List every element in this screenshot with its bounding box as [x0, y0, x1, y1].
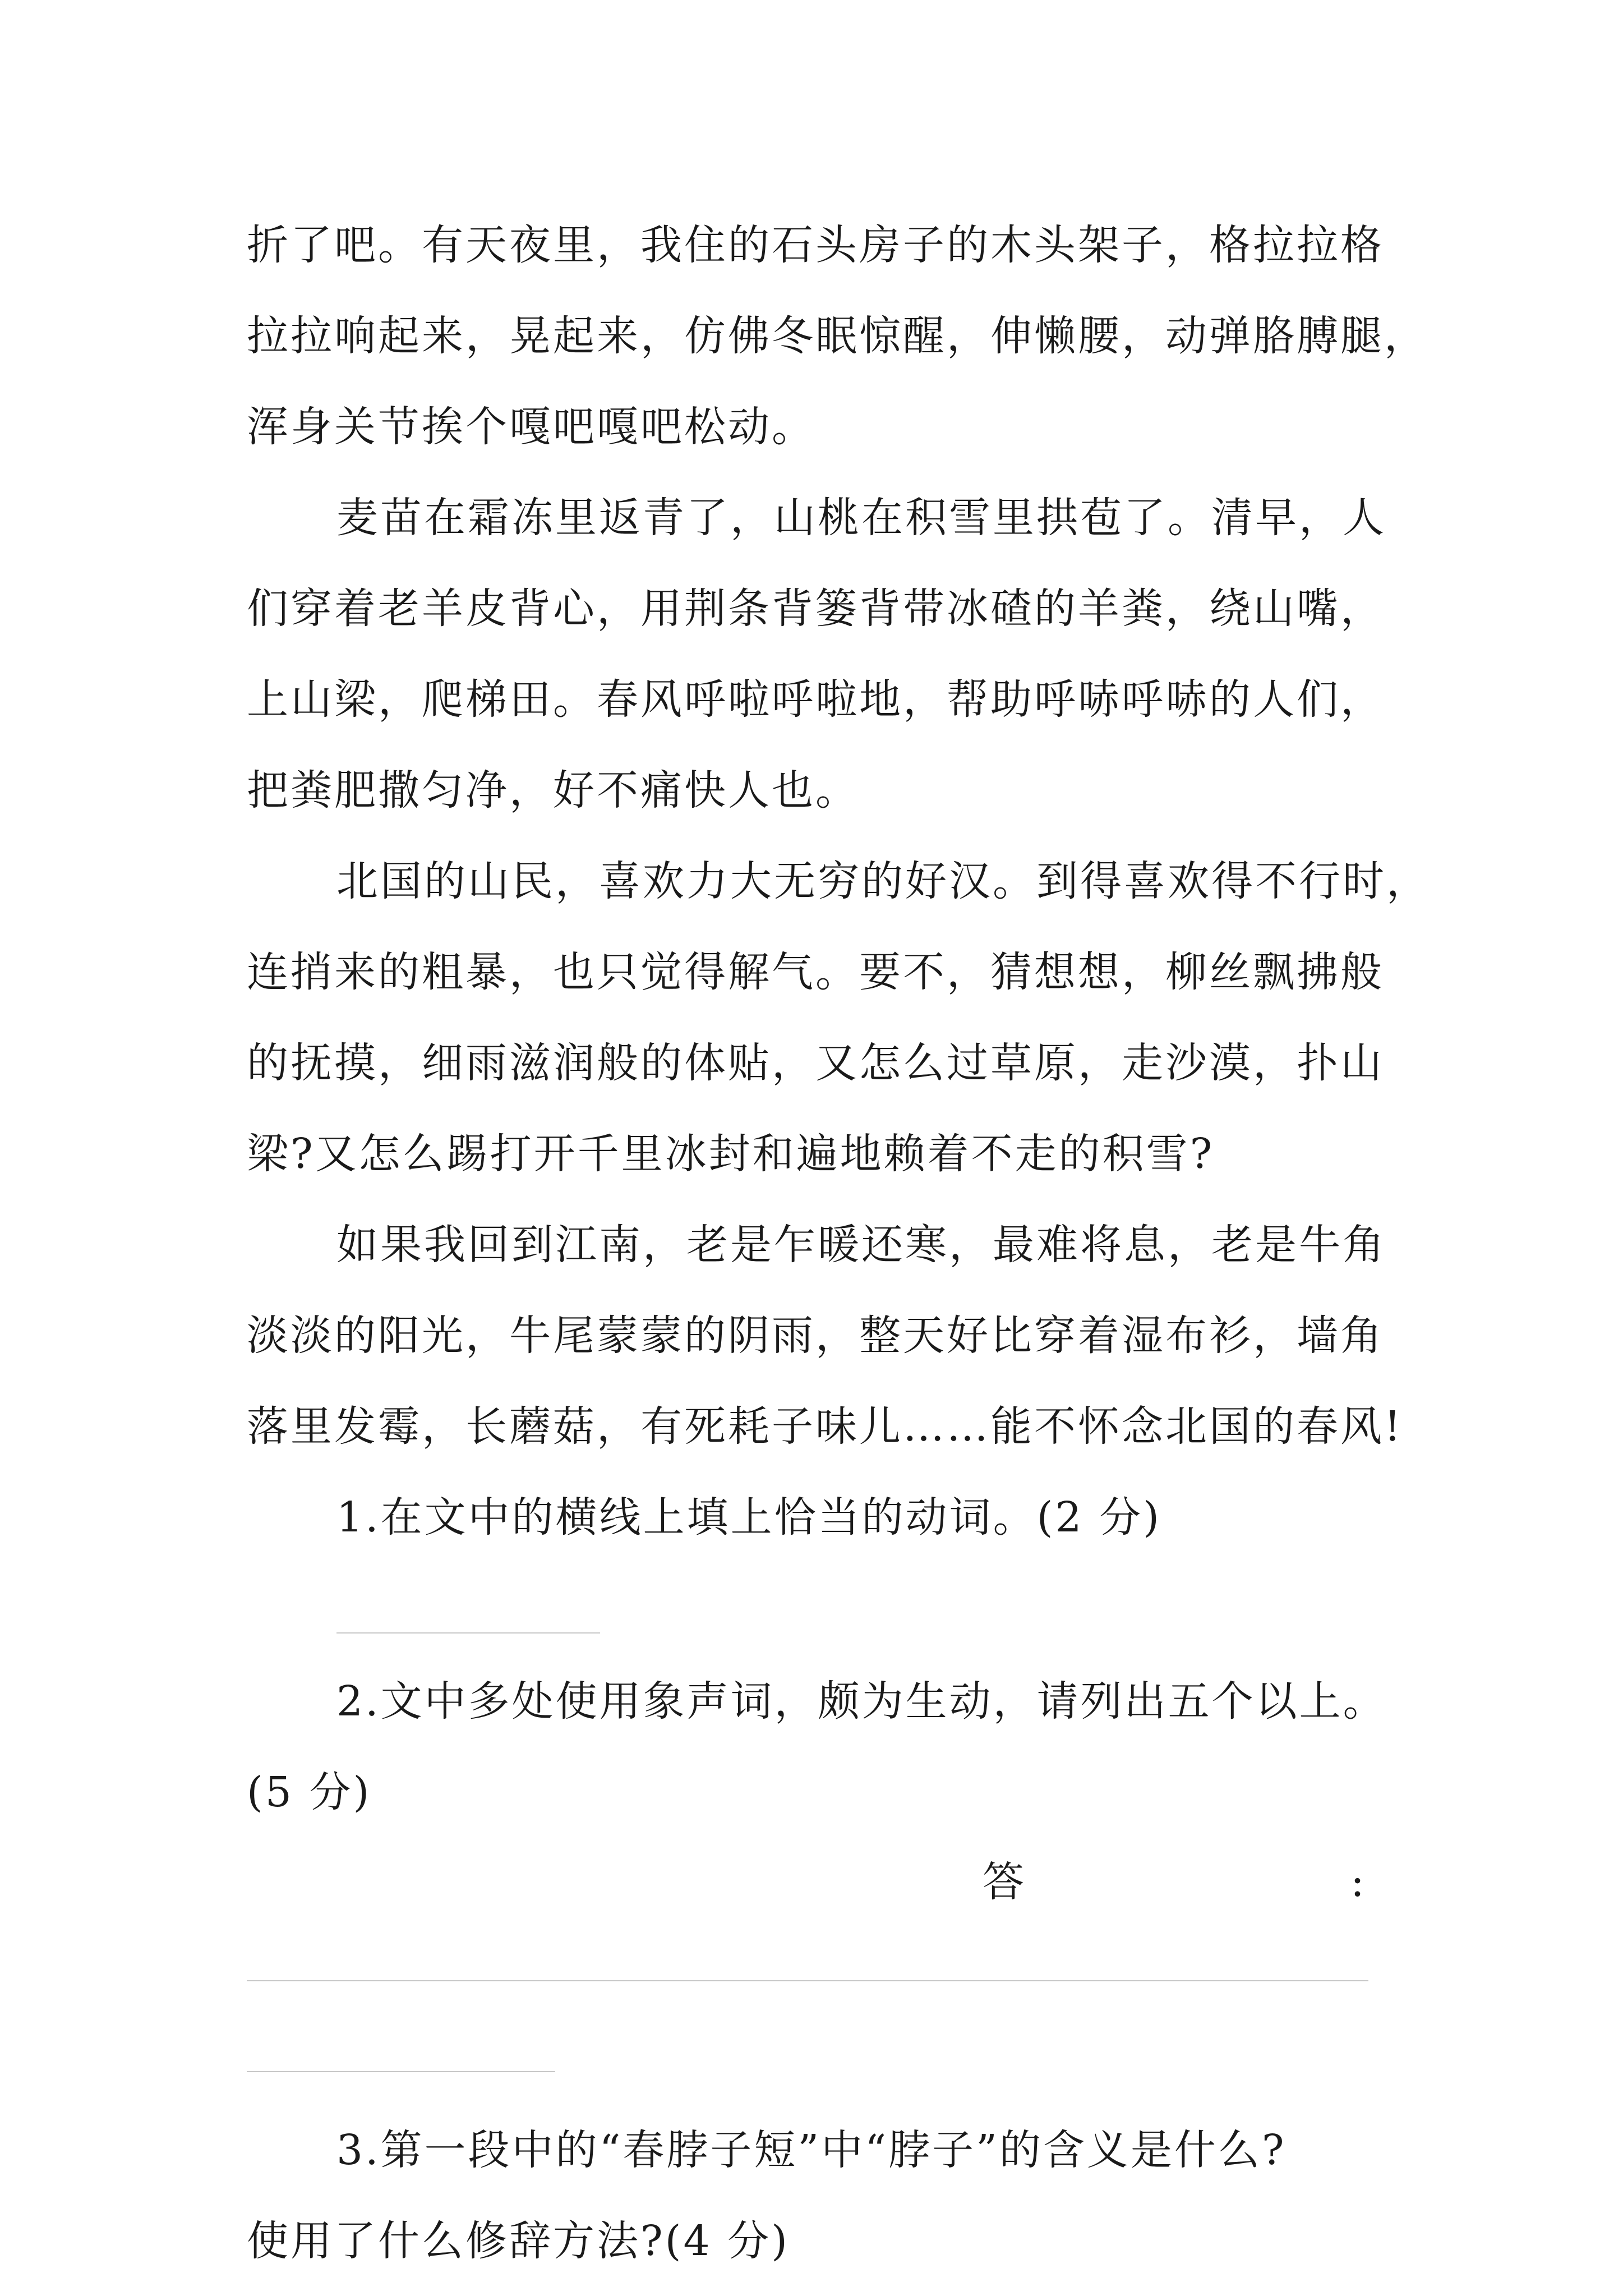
paragraph-3-line-1: 北国的山民，喜欢力大无穷的好汉。到得喜欢得不行时， — [336, 857, 1430, 905]
paragraph-2-line-2: 们穿着老羊皮背心，用荆条背篓背带冰碴的羊粪，绕山嘴， — [247, 585, 1384, 633]
paragraph-4-line-1: 如果我回到江南，老是乍暖还寒，最难将息，老是牛角 — [336, 1221, 1386, 1269]
paragraph-3-line-3: 的抚摸，细雨滋润般的体贴，又怎么过草原，走沙漠，扑山 — [247, 1039, 1384, 1087]
paragraph-2-line-3: 上山梁，爬梯田。春风呼啦呼啦地，帮助呼哧呼哧的人们， — [247, 675, 1384, 724]
paragraph-1-line-1: 折了吧。有天夜里，我住的石头房子的木头架子，格拉拉格 — [247, 221, 1384, 269]
paragraph-2-line-1: 麦苗在霜冻里返青了，山桃在积雪里拱苞了。清早，人 — [336, 494, 1386, 542]
question-2-answer-line-2[interactable] — [247, 2071, 555, 2072]
question-1-text: 1.在文中的横线上填上恰当的动词。(2 分) — [336, 1493, 1161, 1542]
paragraph-4-line-3: 落里发霉，长蘑菇，有死耗子味儿……能不怀念北国的春风! — [247, 1402, 1403, 1451]
paragraph-1-line-2: 拉拉响起来，晃起来，仿佛冬眠惊醒，伸懒腰，动弹胳膊腿， — [247, 312, 1428, 360]
paragraph-4-line-2: 淡淡的阳光，牛尾蒙蒙的阴雨，整天好比穿着湿布衫，墙角 — [247, 1312, 1384, 1360]
question-1-answer-line[interactable] — [336, 1632, 600, 1634]
question-2-answer-colon: : — [1350, 1858, 1364, 1906]
question-2-line-1: 2.文中多处使用象声词，颇为生动，请列出五个以上。 — [336, 1677, 1387, 1726]
paragraph-3-line-4: 梁?又怎么踢打开千里冰封和遍地赖着不走的积雪? — [247, 1130, 1215, 1178]
question-2-answer-label: 答 — [983, 1858, 1024, 1906]
paragraph-3-line-2: 连捎来的粗暴，也只觉得解气。要不，猜想想，柳丝飘拂般 — [247, 948, 1384, 996]
question-3-line-1: 3.第一段中的“春脖子短”中“脖子”的含义是什么? — [336, 2126, 1287, 2174]
question-2-line-2: (5 分) — [247, 1768, 372, 1816]
question-3-line-2: 使用了什么修辞方法?(4 分) — [247, 2217, 790, 2265]
question-2-answer-line-1[interactable] — [247, 1980, 1368, 1981]
paragraph-1-line-3: 浑身关节挨个嘎吧嘎吧松动。 — [247, 403, 815, 451]
paragraph-2-line-4: 把粪肥撒匀净，好不痛快人也。 — [247, 766, 859, 815]
